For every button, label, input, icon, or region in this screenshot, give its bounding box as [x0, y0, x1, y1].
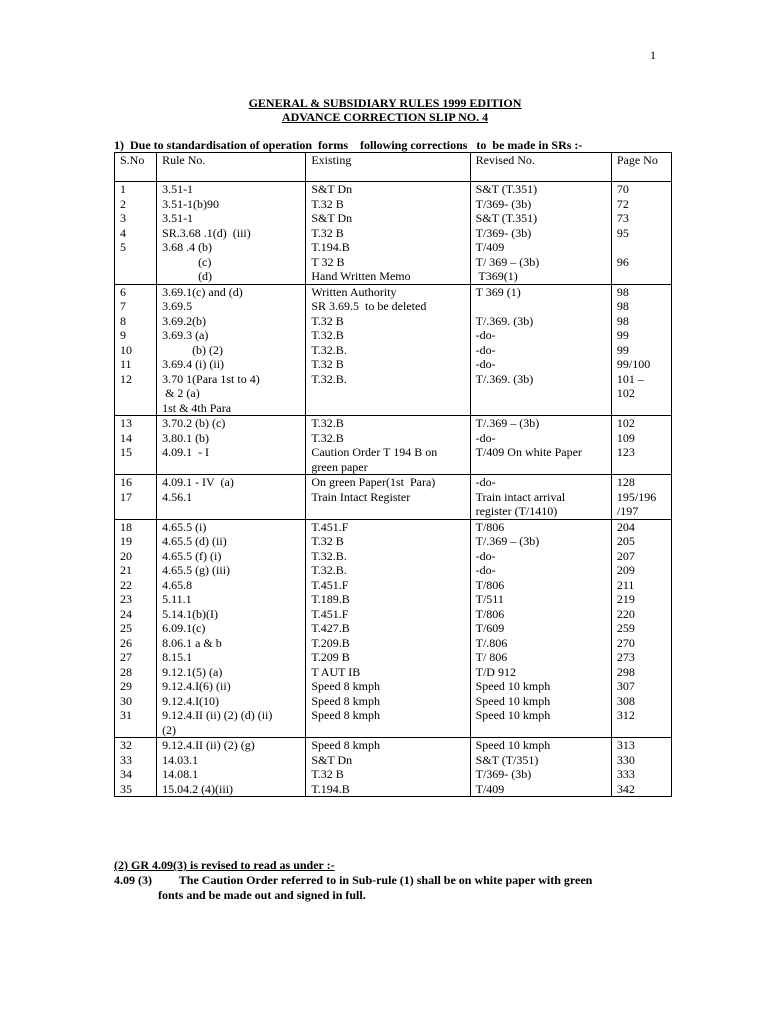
section-2-heading: (2) GR 4.09(3) is revised to read as under :- — [114, 858, 335, 872]
table-row — [115, 284, 672, 416]
cell-sno: 18 19 20 21 22 23 24 25 26 27 28 29 30 31 — [115, 519, 157, 738]
cell-revised-no: -do- Train intact arrival register (T/1410) — [470, 475, 611, 520]
cell-page-no: 70 72 73 95 96 — [611, 182, 671, 285]
cell-rule-no: 3.70.2 (b) (c) 3.80.1 (b) 4.09.1 - I — [157, 416, 306, 475]
cell-existing: Written Authority SR 3.69.5 to be deleted T.32 B T.32.B T.32.B. T.32 B T.32.B. — [306, 284, 470, 416]
cell-existing: S&T Dn T.32 B S&T Dn T.32 B T.194.B T 32 B Hand Written Memo — [306, 182, 470, 285]
document-title: GENERAL & SUBSIDIARY RULES 1999 EDITION — [248, 96, 522, 110]
header-revised-no: Revised No. — [470, 153, 611, 182]
cell-rule-no: 9.12.4.II (ii) (2) (g) 14.03.1 14.08.1 15.04.2 (4)(iii) — [157, 738, 306, 797]
section-3-text-line1: 4.09 (3) The Caution Order referred to in Sub-rule (1) shall be on white paper with green — [114, 873, 593, 887]
section-3-text-line2: fonts and be made out and signed in full. — [158, 888, 366, 902]
corrections-table — [114, 152, 672, 797]
cell-revised-no: T 369 (1) T/.369. (3b) -do- -do- -do- T/.369. (3b) — [470, 284, 611, 416]
cell-revised-no: T/.369 – (3b) -do- T/409 On white Paper — [470, 416, 611, 475]
cell-existing: On green Paper(1st Para) Train Intact Register — [306, 475, 470, 520]
cell-rule-no: 4.65.5 (i) 4.65.5 (d) (ii) 4.65.5 (f) (i) 4.65.5 (g) (iii) 4.65.8 5.11.1 5.14.1(b)(I) 6.09.1(c) 8.06.1 a & b 8.15.1 9.12.1(5) (a) 9.12.4.I(6) (ii) 9.12.4.I(10) 9.12.4.II (ii) (2) (d) (ii) (2) — [157, 519, 306, 738]
cell-sno: 32 33 34 35 — [115, 738, 157, 797]
table-row — [115, 738, 672, 797]
cell-rule-no: 3.69.1(c) and (d) 3.69.5 3.69.2(b) 3.69.3 (a) (b) (2) 3.69.4 (i) (ii) 3.70 1(Para 1st to 4) & 2 (a) 1st & 4th Para — [157, 284, 306, 416]
cell-rule-no: 4.09.1 - IV (a) 4.56.1 — [157, 475, 306, 520]
intro-text: 1) Due to standardisation of operation forms following corrections to be made in SRs :- — [114, 138, 583, 152]
table-row — [115, 416, 672, 475]
cell-page-no: 204 205 207 209 211 219 220 259 270 273 298 307 308 312 — [611, 519, 671, 738]
cell-existing: T.451.F T.32 B T.32.B. T.32.B. T.451.F T.189.B T.451.F T.427.B T.209.B T.209 B T AUT IB Speed 8 kmph Speed 8 kmph Speed 8 kmph — [306, 519, 470, 738]
cell-revised-no: Speed 10 kmph S&T (T/351) T/369- (3b) T/409 — [470, 738, 611, 797]
cell-sno: 16 17 — [115, 475, 157, 520]
cell-sno: 6 7 8 9 10 11 12 — [115, 284, 157, 416]
table-row — [115, 519, 672, 738]
cell-existing: T.32.B T.32.B Caution Order T 194 B on green paper — [306, 416, 470, 475]
header-existing: Existing — [306, 153, 470, 182]
table-header-row — [115, 153, 672, 182]
header-rule-no: Rule No. — [157, 153, 306, 182]
cell-page-no: 313 330 333 342 — [611, 738, 671, 797]
document-subtitle: ADVANCE CORRECTION SLIP NO. 4 — [281, 110, 489, 124]
cell-revised-no: T/806 T/.369 – (3b) -do- -do- T/806 T/511 T/806 T/609 T/.806 T/ 806 T/D 912 Speed 10 kmph Speed 10 kmph Speed 10 kmph — [470, 519, 611, 738]
cell-rule-no: 3.51-1 3.51-1(b)90 3.51-1 SR.3.68 .1(d) (iii) 3.68 .4 (b) (c) (d) — [157, 182, 306, 285]
cell-revised-no: S&T (T.351) T/369- (3b) S&T (T.351) T/369- (3b) T/409 T/ 369 – (3b) T369(1) — [470, 182, 611, 285]
table-row — [115, 182, 672, 285]
header-sno: S.No — [115, 153, 157, 182]
cell-sno: 1 2 3 4 5 — [115, 182, 157, 285]
cell-page-no: 128 195/196 /197 — [611, 475, 671, 520]
cell-page-no: 102 109 123 — [611, 416, 671, 475]
table-row — [115, 475, 672, 520]
cell-page-no: 98 98 98 99 99 99/100 101 – 102 — [611, 284, 671, 416]
header-page-no: Page No — [611, 153, 671, 182]
cell-existing: Speed 8 kmph S&T Dn T.32 B T.194.B — [306, 738, 470, 797]
cell-sno: 13 14 15 — [115, 416, 157, 475]
page-number: 1 — [650, 48, 656, 62]
